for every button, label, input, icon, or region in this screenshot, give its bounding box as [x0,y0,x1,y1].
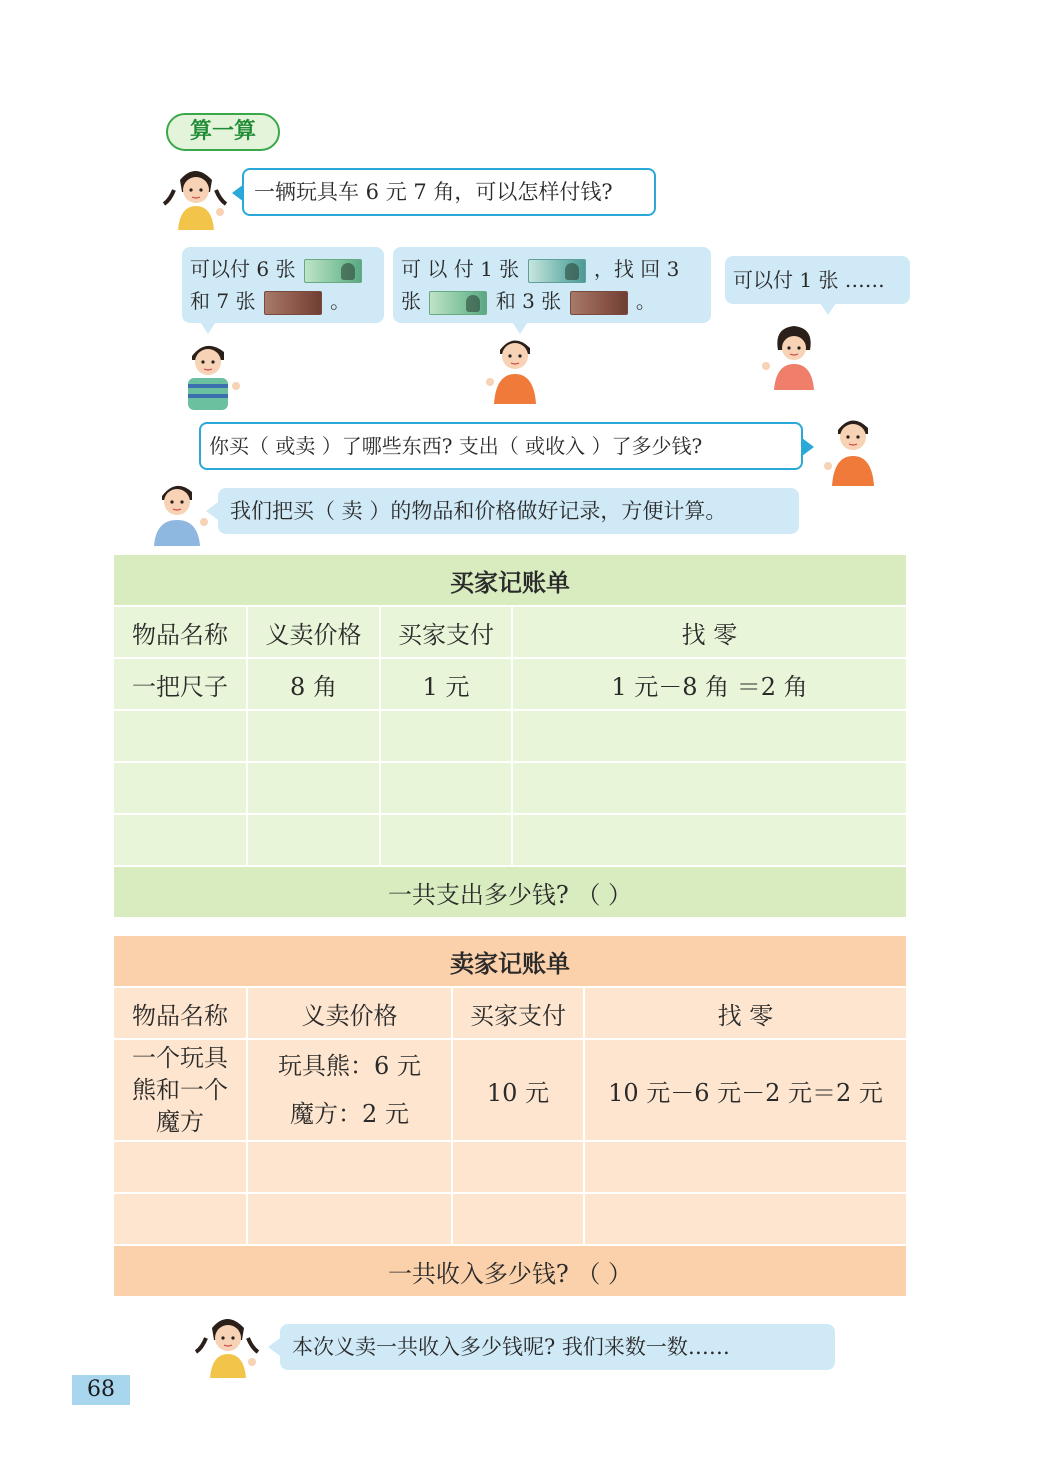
boy-blue-illustration [148,476,210,546]
header-paid: 买家支付 [380,606,512,658]
table-cell[interactable] [452,1193,584,1245]
ten-yuan-bill-icon [528,259,586,283]
answer-c-tail [820,303,836,315]
table-cell[interactable] [247,1193,452,1245]
table-cell[interactable] [584,1141,907,1193]
answer-b-part5: 。 [635,289,656,313]
table-row [113,814,907,866]
table-cell[interactable] [113,1193,247,1245]
table-cell[interactable] [380,762,512,814]
seller-change-cell: 10 元－6 元－2 元＝2 元 [584,1039,907,1141]
question2-bubble [199,422,803,470]
boy-orange-right-illustration [822,410,884,486]
table-cell[interactable] [247,762,380,814]
header-price: 义卖价格 [247,987,452,1039]
girl-short-hair-illustration [760,320,826,390]
answer-b-part4: 和 3 张 [495,289,562,313]
table-cell[interactable] [452,1141,584,1193]
table-row [113,1141,907,1193]
answer-b-part1: 可 以 付 1 张 [401,257,520,281]
section-tag: 算一算 [166,113,280,151]
table-row [113,658,907,710]
seller-item-line: 魔方 [156,1108,204,1136]
seller-price-line: 魔方：2 元 [290,1100,409,1128]
answer-bubble-b [393,247,711,323]
table-cell[interactable] [512,814,907,866]
seller-item-line: 熊和一个 [132,1076,228,1104]
question-text: 一辆玩具车 6 元 7 角，可以怎样付钱? [254,180,613,204]
seller-paid-cell: 10 元 [452,1039,584,1141]
header-change: 找 零 [584,987,907,1039]
seller-price-line: 玩具熊：6 元 [278,1052,421,1080]
table-cell: 1 元－8 角 ＝2 角 [512,658,907,710]
one-jiao-bill-icon [264,291,322,315]
buyer-ledger-title: 买家记账单 [113,554,907,606]
buyer-ledger-table [112,553,908,919]
answer-b-part3: 张 [401,289,421,313]
girl-illustration [160,160,230,230]
final-bubble [280,1324,835,1370]
answer-bubble-a [182,247,384,323]
header-item-name: 物品名称 [113,987,247,1039]
header-change: 找 零 [512,606,907,658]
seller-item-line: 一个玩具 [132,1044,228,1072]
table-cell[interactable] [380,814,512,866]
page-number: 68 [72,1375,130,1405]
table-row [113,1193,907,1245]
seller-ledger-table [112,934,908,1298]
header-item-name: 物品名称 [113,606,247,658]
table-cell: 1 元 [380,658,512,710]
table-cell: 一把尺子 [113,658,247,710]
table-cell: 8 角 [247,658,380,710]
answer-bubble-c [725,256,910,304]
boy-orange-illustration [484,330,546,404]
table-cell[interactable] [380,710,512,762]
one-yuan-bill-icon [429,291,487,315]
answer-a-tail [200,322,216,334]
table-cell[interactable] [512,710,907,762]
table-cell[interactable] [512,762,907,814]
seller-item-cell [113,1039,247,1141]
table-cell[interactable] [113,762,247,814]
answer-a-part2: 和 7 张 [190,289,256,313]
one-jiao-bill-icon [570,291,628,315]
question2-bubble-tail [802,438,814,456]
tip-bubble [218,488,799,534]
answer-b-part2: ，找 回 3 [593,257,680,281]
table-cell[interactable] [247,1141,452,1193]
question-bubble-tail [232,184,244,202]
final-bubble-tail [268,1338,280,1356]
boy-striped-illustration [178,334,244,410]
answer-a-part1: 可以付 6 张 [190,257,296,281]
table-cell[interactable] [247,814,380,866]
answer-a-part3: 。 [330,289,351,313]
table-cell[interactable] [113,1141,247,1193]
seller-total-question: 一共收入多少钱? （ ） [113,1245,907,1297]
one-yuan-bill-icon [304,259,362,283]
seller-ledger-title: 卖家记账单 [113,935,907,987]
buyer-ledger-header-row [113,606,907,658]
tip-text: 我们把买（ 卖 ）的物品和价格做好记录，方便计算。 [230,499,727,523]
table-cell[interactable] [113,710,247,762]
question2-text: 你买（ 或卖 ）了哪些东西? 支出（ 或收入 ）了多少钱? [209,434,703,458]
table-cell[interactable] [584,1193,907,1245]
table-cell[interactable] [113,814,247,866]
tip-bubble-tail [206,502,218,520]
buyer-total-question: 一共支出多少钱? （ ） [113,866,907,918]
girl-bottom-illustration [192,1308,262,1378]
table-row [113,1039,907,1141]
header-paid: 买家支付 [452,987,584,1039]
question-bubble [242,168,656,216]
table-row [113,710,907,762]
table-cell[interactable] [247,710,380,762]
table-row [113,762,907,814]
final-bubble-text: 本次义卖一共收入多少钱呢? 我们来数一数…… [292,1335,730,1359]
answer-c-text: 可以付 1 张 …… [733,268,885,292]
seller-price-cell [247,1039,452,1141]
header-price: 义卖价格 [247,606,380,658]
seller-ledger-header-row [113,987,907,1039]
